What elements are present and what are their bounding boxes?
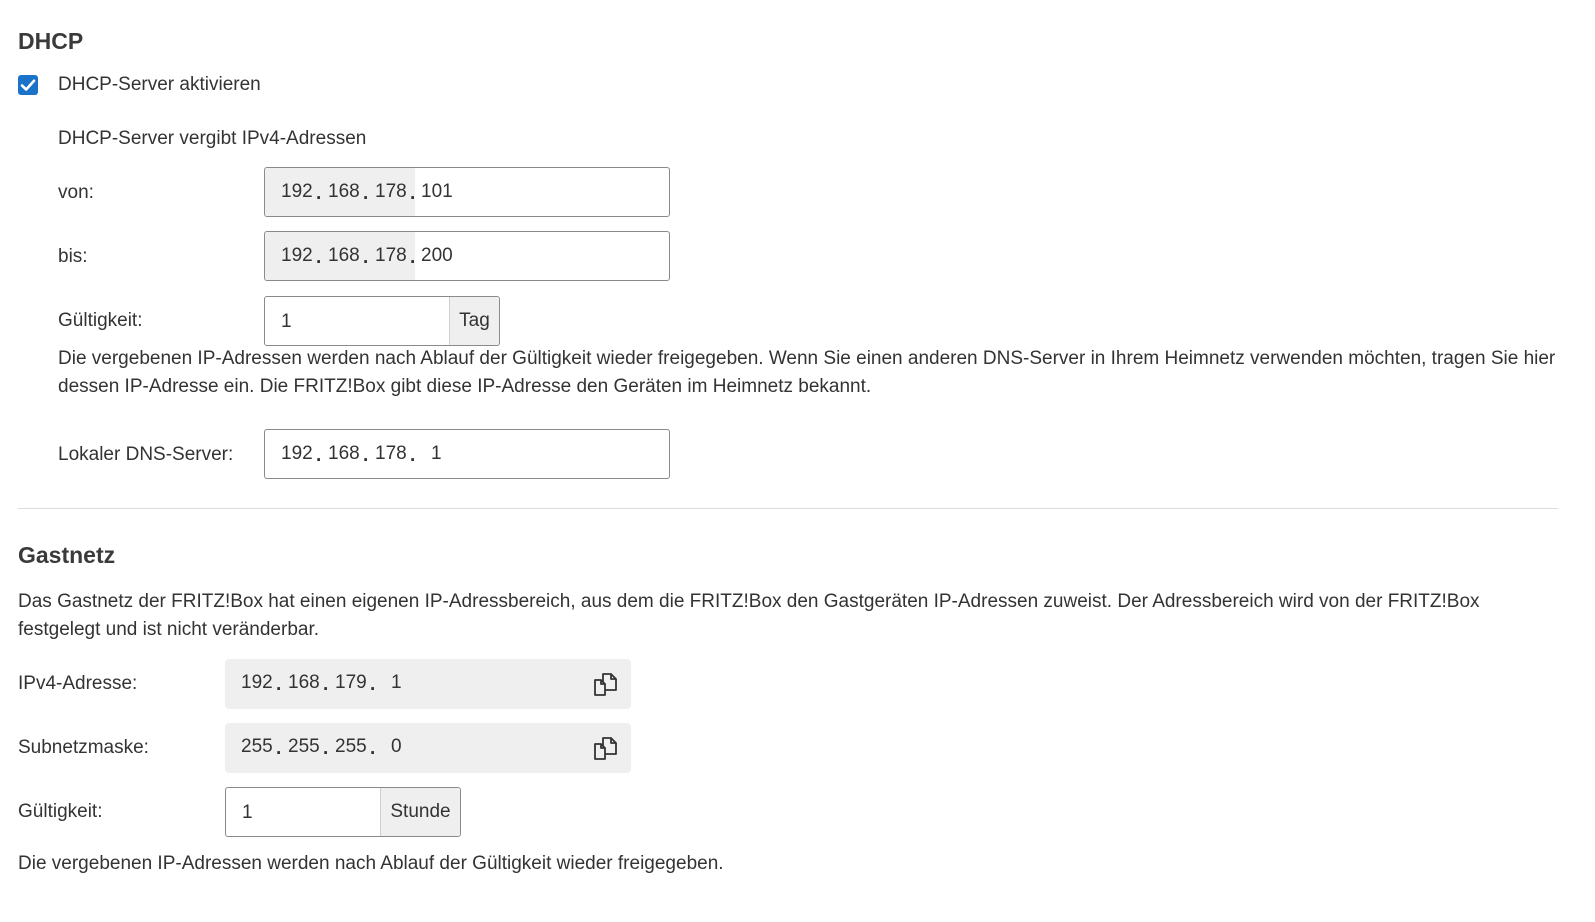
section-divider	[18, 508, 1558, 509]
dns-ip-field	[264, 429, 670, 479]
ip-octet: 0	[391, 736, 402, 757]
copy-icon[interactable]	[591, 734, 619, 762]
ip-octet: 255	[241, 736, 273, 757]
guest-validity-field	[225, 787, 461, 837]
guest-intro-text: Das Gastnetz der FRITZ!Box hat einen eigenen IP-Adressbereich, aus dem die FRITZ!Box den Gastgeräten IP-Adressen zuweist. Der Adressbereich wird von der FRITZ!Box festgelegt und ist nicht veränderbar.	[18, 591, 1480, 640]
dns-octet-input[interactable]: 168	[328, 443, 360, 464]
to-last-octet-input[interactable]: 200	[421, 245, 453, 266]
ip-separator: .	[410, 445, 416, 466]
ip-separator: .	[316, 445, 322, 466]
ip-separator: .	[323, 738, 329, 759]
ip-separator: .	[363, 445, 369, 466]
ip-separator: .	[276, 738, 282, 759]
dns-octet-input[interactable]: 178	[375, 443, 407, 464]
ip-octet: 192	[241, 672, 273, 693]
copy-icon[interactable]	[591, 670, 619, 698]
guest-subnet-label: Subnetzmaske:	[18, 737, 149, 758]
ip-octet: 168	[328, 245, 360, 266]
ip-octet: 179	[335, 672, 367, 693]
dhcp-section-title: DHCP	[18, 28, 84, 54]
ip-octet: 192	[281, 245, 313, 266]
from-label: von:	[58, 182, 94, 203]
ip-separator: .	[363, 247, 369, 268]
guest-subnet-field	[225, 723, 631, 773]
ip-octet: 178	[375, 181, 407, 202]
check-icon	[18, 75, 38, 95]
ip-separator: .	[323, 674, 329, 695]
ip-octet: 255	[335, 736, 367, 757]
guest-section-title: Gastnetz	[18, 542, 116, 568]
ip-separator: .	[363, 183, 369, 204]
ip-octet: 168	[288, 672, 320, 693]
dhcp-validity-label: Gültigkeit:	[58, 310, 143, 331]
dns-octet-input[interactable]: 1	[431, 443, 442, 464]
dhcp-validity-unit: Tag	[449, 297, 499, 345]
ip-separator: .	[410, 183, 416, 204]
guest-validity-input[interactable]: 1	[242, 802, 253, 823]
from-ip-field	[264, 167, 670, 217]
dns-label: Lokaler DNS-Server:	[58, 444, 234, 465]
ip-separator: .	[410, 247, 416, 268]
dhcp-activate-checkbox[interactable]	[18, 75, 38, 95]
dns-octet-input[interactable]: 192	[281, 443, 313, 464]
to-ip-field	[264, 231, 670, 281]
from-last-octet-input[interactable]: 101	[421, 181, 453, 202]
guest-validity-unit: Stunde	[380, 788, 460, 836]
guest-footer-text: Die vergebenen IP-Adressen werden nach Ablauf der Gültigkeit wieder freigegeben.	[18, 853, 724, 874]
dhcp-info-text: Die vergebenen IP-Adressen werden nach Ablauf der Gültigkeit wieder freigegeben. Wenn Sie einen anderen DNS-Server in Ihrem Heimnetz verwenden möchten, tragen Sie hier dessen IP-Adresse ein. Die FRITZ!Box gibt diese IP-Adresse den Geräten im Heimnetz bekannt.	[58, 348, 1556, 397]
ip-separator: .	[276, 674, 282, 695]
ip-octet: 255	[288, 736, 320, 757]
to-label: bis:	[58, 246, 88, 267]
guest-validity-label: Gültigkeit:	[18, 801, 103, 822]
dhcp-validity-input[interactable]: 1	[281, 311, 292, 332]
ip-octet: 178	[375, 245, 407, 266]
ip-separator: .	[370, 674, 376, 695]
ip-octet: 1	[391, 672, 402, 693]
ip-separator: .	[316, 247, 322, 268]
dhcp-validity-field	[264, 296, 500, 346]
dhcp-range-label: DHCP-Server vergibt IPv4-Adressen	[58, 128, 367, 149]
ip-separator: .	[316, 183, 322, 204]
guest-ipv4-field	[225, 659, 631, 709]
ip-octet: 192	[281, 181, 313, 202]
dhcp-activate-label[interactable]: DHCP-Server aktivieren	[58, 74, 261, 95]
ip-separator: .	[370, 738, 376, 759]
guest-ipv4-label: IPv4-Adresse:	[18, 673, 138, 694]
ip-octet: 168	[328, 181, 360, 202]
